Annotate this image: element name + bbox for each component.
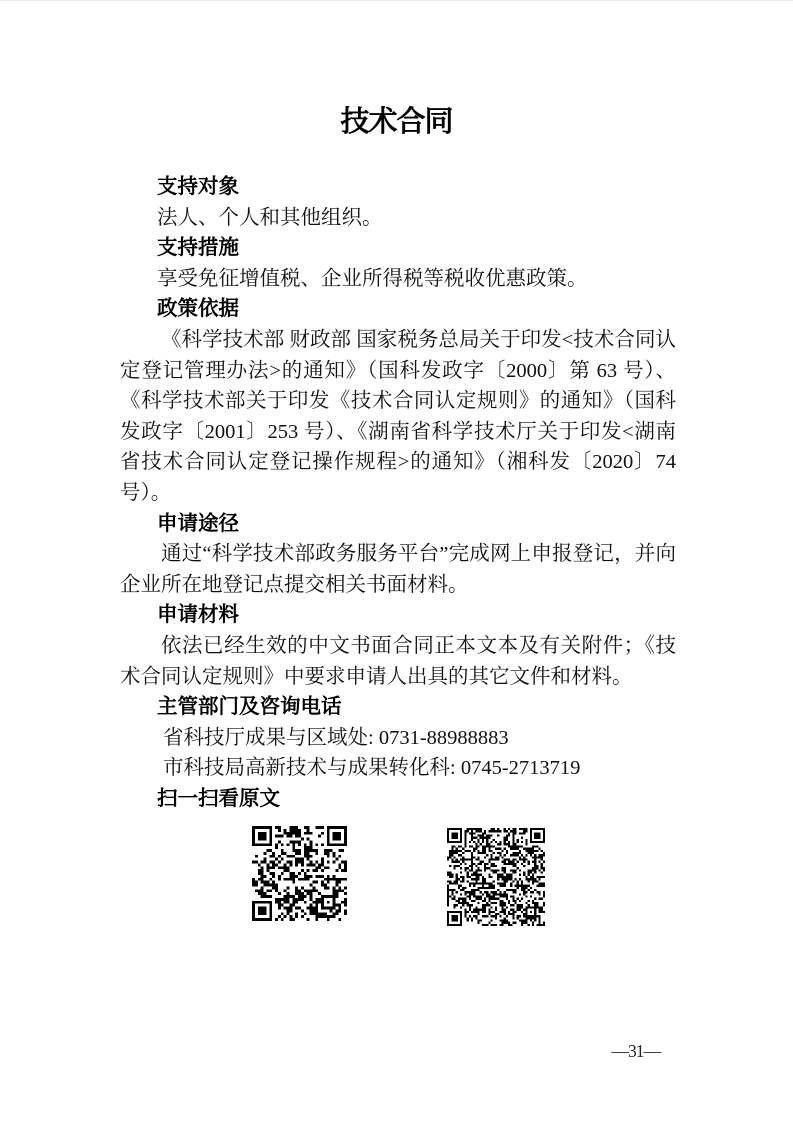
section-heading-support-measures: 支持措施 (157, 236, 239, 260)
page-number: —31— (611, 1041, 660, 1061)
section-text-application-materials: 依法已经生效的中文书面合同正本文本及有关附件；《技术合同认定规则》中要求申请人出具的其它文件和材料。 (120, 634, 676, 688)
section-heading-department-contacts: 主管部门及咨询电话 (157, 695, 342, 719)
document-body (120, 172, 676, 814)
section-heading-support-target: 支持对象 (157, 175, 239, 198)
section-text-policy-basis: 《科学技术部 财政部 国家税务总局关于印发<技术合同认定登记管理办法>的通知》（国科发政字〔2000〕第 63 号）、《科学技术部关于印发《技术合同认定规则》的通知》（国科发政字〔2001〕253 号）、《湖南省科学技术厅关于印发<湖南省技术合同认定登记操作规程>的通知》（湘科发〔2020〕74 号）。 (120, 328, 676, 504)
section-heading-application-materials: 申请材料 (157, 603, 239, 627)
section-text-support-measures: 享受免征增值税、企业所得税等税收优惠政策。 (157, 267, 588, 290)
section-text-application-channel: 通过“科学技术部政务服务平台”完成网上申报登记，并向企业所在地登记点提交相关书面材料。 (120, 543, 676, 596)
section-text-support-target: 法人、个人和其他组织。 (157, 206, 383, 229)
document-title: 技术合同 (340, 106, 453, 138)
qr-code-right-icon (447, 828, 545, 926)
contact-line-provincial: 省科技厅成果与区域处: 0731-88988883 (163, 726, 509, 749)
qr-code-left-icon (252, 826, 347, 921)
section-heading-application-channel: 申请途径 (157, 511, 239, 535)
section-heading-scan-original: 扫一扫看原文 (157, 786, 280, 810)
contact-line-municipal: 市科技局高新技术与成果转化科: 0745-2713719 (163, 757, 581, 780)
section-heading-policy-basis: 政策依据 (157, 297, 239, 321)
